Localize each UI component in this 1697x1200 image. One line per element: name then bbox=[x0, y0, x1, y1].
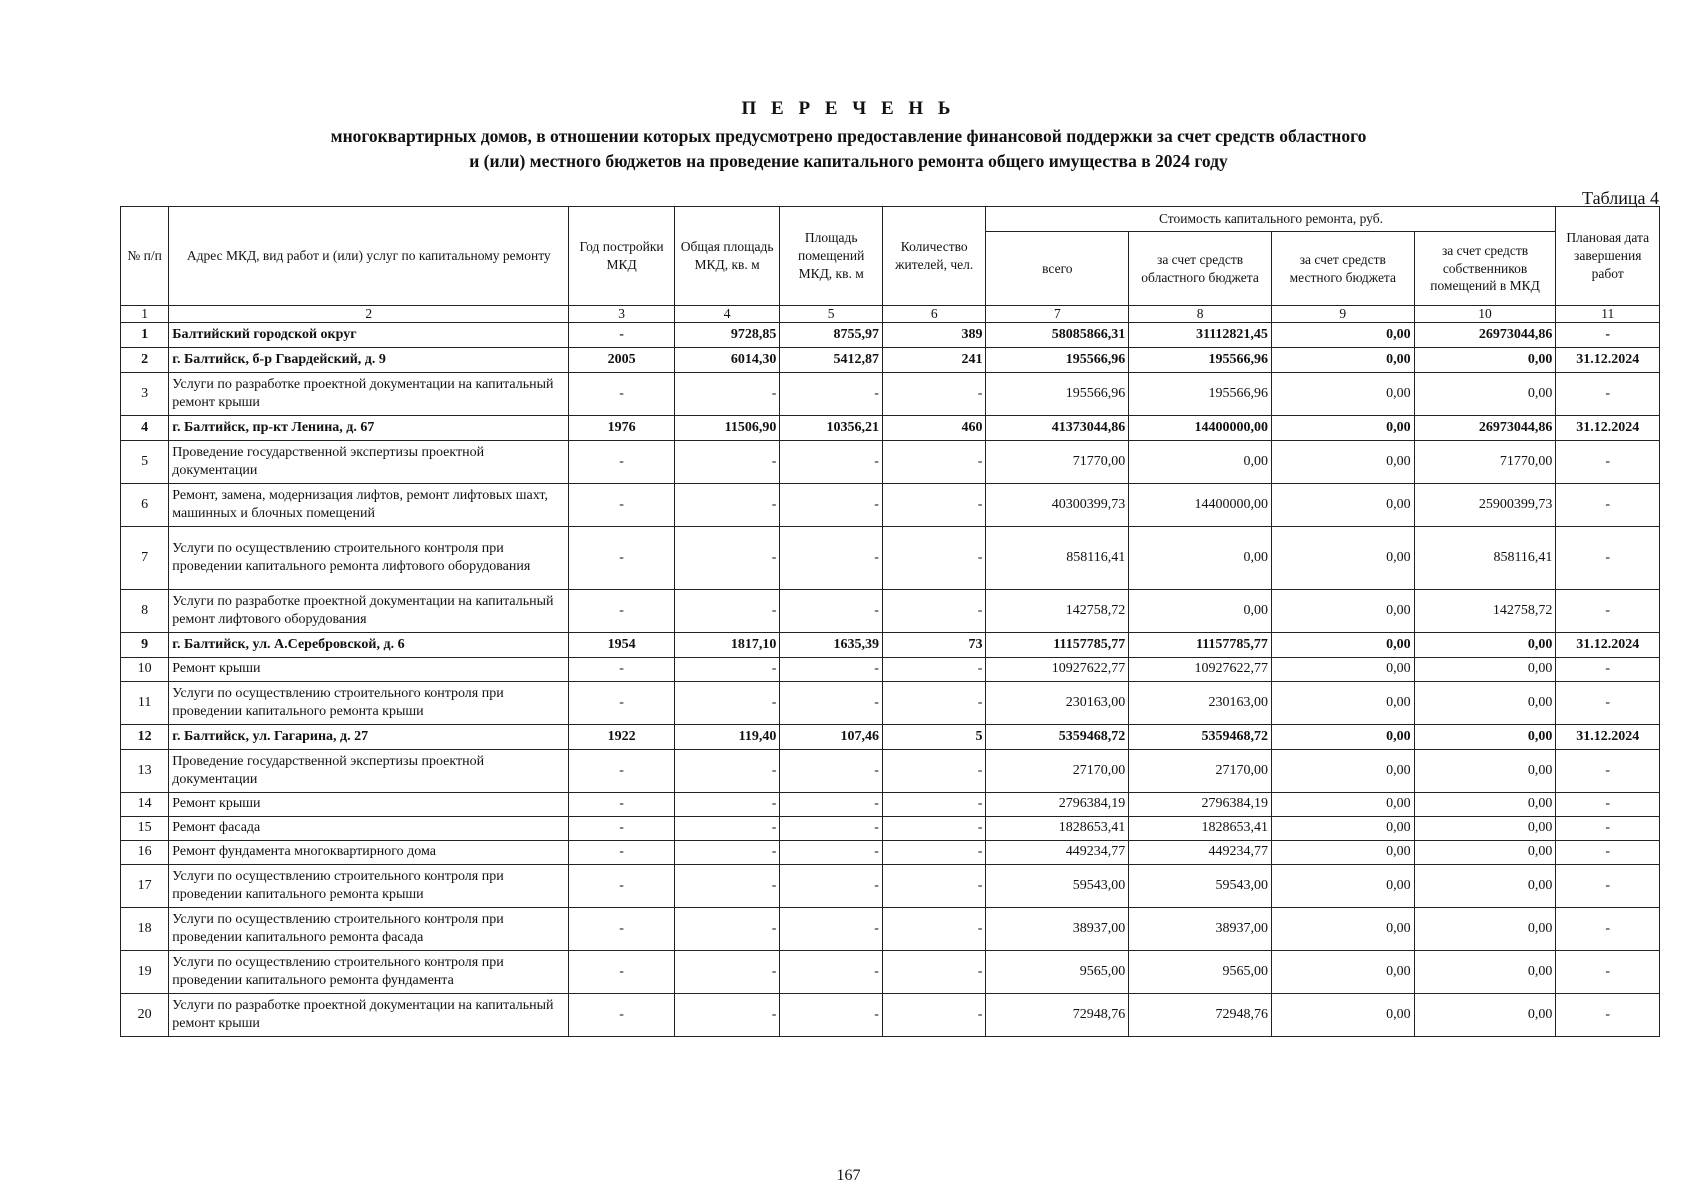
row-planned-date: - bbox=[1556, 682, 1660, 725]
row-year: - bbox=[569, 590, 675, 633]
table-body bbox=[121, 323, 1660, 1037]
header-num: № п/п bbox=[121, 207, 169, 306]
row-residents: - bbox=[882, 484, 986, 527]
row-year: - bbox=[569, 373, 675, 416]
row-residents: - bbox=[882, 817, 986, 841]
header-address: Адрес МКД, вид работ и (или) услуг по капитальному ремонту bbox=[169, 207, 569, 306]
row-cost-local: 0,00 bbox=[1271, 841, 1414, 865]
row-total-area: - bbox=[674, 817, 780, 841]
row-cost-total: 1828653,41 bbox=[986, 817, 1129, 841]
row-cost-total: 72948,76 bbox=[986, 994, 1129, 1037]
row-total-area: - bbox=[674, 373, 780, 416]
column-index: 5 bbox=[780, 306, 883, 323]
row-planned-date: - bbox=[1556, 590, 1660, 633]
row-premises-area: - bbox=[780, 865, 883, 908]
row-cost-local: 0,00 bbox=[1271, 817, 1414, 841]
row-premises-area: - bbox=[780, 484, 883, 527]
row-cost-owners: 0,00 bbox=[1414, 725, 1556, 750]
row-cost-total: 449234,77 bbox=[986, 841, 1129, 865]
row-premises-area: 8755,97 bbox=[780, 323, 883, 348]
row-cost-local: 0,00 bbox=[1271, 484, 1414, 527]
row-residents: - bbox=[882, 441, 986, 484]
row-cost-regional: 0,00 bbox=[1129, 590, 1272, 633]
header-planned-date: Плановая дата завершения работ bbox=[1556, 207, 1660, 306]
table-row bbox=[121, 484, 1660, 527]
row-premises-area: 10356,21 bbox=[780, 416, 883, 441]
row-premises-area: - bbox=[780, 527, 883, 590]
row-cost-owners: 0,00 bbox=[1414, 865, 1556, 908]
row-cost-total: 58085866,31 bbox=[986, 323, 1129, 348]
row-cost-regional: 0,00 bbox=[1129, 441, 1272, 484]
document-title: П Е Р Е Ч Е Н Ь bbox=[741, 98, 956, 119]
table-row bbox=[121, 373, 1660, 416]
row-cost-owners: 0,00 bbox=[1414, 750, 1556, 793]
table-row bbox=[121, 441, 1660, 484]
row-cost-owners: 858116,41 bbox=[1414, 527, 1556, 590]
row-cost-owners: 0,00 bbox=[1414, 817, 1556, 841]
row-cost-local: 0,00 bbox=[1271, 323, 1414, 348]
row-premises-area: 107,46 bbox=[780, 725, 883, 750]
header-year: Год постройки МКД bbox=[569, 207, 675, 306]
row-name: Ремонт фундамента многоквартирного дома bbox=[169, 841, 569, 865]
row-name: Услуги по осуществлению строительного контроля при проведении капитального ремонта крыши bbox=[169, 865, 569, 908]
row-cost-total: 142758,72 bbox=[986, 590, 1129, 633]
table-row bbox=[121, 908, 1660, 951]
row-name: Балтийский городской округ bbox=[169, 323, 569, 348]
row-cost-total: 195566,96 bbox=[986, 373, 1129, 416]
row-cost-regional: 230163,00 bbox=[1129, 682, 1272, 725]
row-cost-regional: 9565,00 bbox=[1129, 951, 1272, 994]
row-year: - bbox=[569, 994, 675, 1037]
row-residents: - bbox=[882, 994, 986, 1037]
row-total-area: - bbox=[674, 658, 780, 682]
row-cost-total: 38937,00 bbox=[986, 908, 1129, 951]
row-total-area: - bbox=[674, 793, 780, 817]
document-subtitle-line2: и (или) местного бюджетов на проведение капитального ремонта общего имущества в 2024 году bbox=[469, 151, 1228, 171]
row-residents: - bbox=[882, 750, 986, 793]
row-cost-local: 0,00 bbox=[1271, 994, 1414, 1037]
row-year: - bbox=[569, 817, 675, 841]
row-premises-area: - bbox=[780, 750, 883, 793]
table-row bbox=[121, 590, 1660, 633]
row-residents: - bbox=[882, 865, 986, 908]
row-residents: - bbox=[882, 527, 986, 590]
row-year: - bbox=[569, 951, 675, 994]
row-cost-total: 5359468,72 bbox=[986, 725, 1129, 750]
row-year: 2005 bbox=[569, 348, 675, 373]
row-premises-area: - bbox=[780, 841, 883, 865]
row-residents: - bbox=[882, 908, 986, 951]
row-premises-area: - bbox=[780, 441, 883, 484]
row-cost-total: 11157785,77 bbox=[986, 633, 1129, 658]
row-planned-date: - bbox=[1556, 994, 1660, 1037]
table-row-house bbox=[121, 633, 1660, 658]
column-index: 10 bbox=[1414, 306, 1556, 323]
row-total-area: - bbox=[674, 484, 780, 527]
row-residents: 5 bbox=[882, 725, 986, 750]
table-row bbox=[121, 994, 1660, 1037]
row-cost-owners: 0,00 bbox=[1414, 793, 1556, 817]
row-name: Ремонт фасада bbox=[169, 817, 569, 841]
row-number: 15 bbox=[121, 817, 169, 841]
row-year: - bbox=[569, 865, 675, 908]
row-cost-owners: 0,00 bbox=[1414, 373, 1556, 416]
row-residents: 73 bbox=[882, 633, 986, 658]
repair-list-table bbox=[120, 206, 1660, 1037]
row-year: - bbox=[569, 527, 675, 590]
row-cost-regional: 59543,00 bbox=[1129, 865, 1272, 908]
row-premises-area: - bbox=[780, 793, 883, 817]
row-planned-date: - bbox=[1556, 817, 1660, 841]
row-cost-owners: 0,00 bbox=[1414, 841, 1556, 865]
row-cost-regional: 11157785,77 bbox=[1129, 633, 1272, 658]
row-cost-local: 0,00 bbox=[1271, 951, 1414, 994]
table-row-house bbox=[121, 348, 1660, 373]
row-planned-date: - bbox=[1556, 484, 1660, 527]
row-cost-regional: 72948,76 bbox=[1129, 994, 1272, 1037]
row-premises-area: 1635,39 bbox=[780, 633, 883, 658]
row-residents: - bbox=[882, 793, 986, 817]
row-cost-total: 59543,00 bbox=[986, 865, 1129, 908]
row-residents: - bbox=[882, 658, 986, 682]
table-row bbox=[121, 817, 1660, 841]
row-name: Услуги по осуществлению строительного контроля при проведении капитального ремонта крыши bbox=[169, 682, 569, 725]
row-cost-local: 0,00 bbox=[1271, 865, 1414, 908]
row-cost-owners: 0,00 bbox=[1414, 682, 1556, 725]
row-cost-owners: 71770,00 bbox=[1414, 441, 1556, 484]
row-number: 3 bbox=[121, 373, 169, 416]
row-cost-local: 0,00 bbox=[1271, 682, 1414, 725]
row-total-area: 11506,90 bbox=[674, 416, 780, 441]
column-index: 9 bbox=[1271, 306, 1414, 323]
row-number: 13 bbox=[121, 750, 169, 793]
row-name: Услуги по разработке проектной документации на капитальный ремонт лифтового оборудования bbox=[169, 590, 569, 633]
row-number: 8 bbox=[121, 590, 169, 633]
row-cost-owners: 0,00 bbox=[1414, 994, 1556, 1037]
row-cost-local: 0,00 bbox=[1271, 633, 1414, 658]
row-residents: - bbox=[882, 951, 986, 994]
row-name: Услуги по осуществлению строительного контроля при проведении капитального ремонта фасада bbox=[169, 908, 569, 951]
row-cost-local: 0,00 bbox=[1271, 527, 1414, 590]
row-planned-date: - bbox=[1556, 750, 1660, 793]
row-planned-date: 31.12.2024 bbox=[1556, 348, 1660, 373]
row-name: Ремонт крыши bbox=[169, 658, 569, 682]
row-name: Услуги по осуществлению строительного контроля при проведении капитального ремонта фундамента bbox=[169, 951, 569, 994]
row-number: 14 bbox=[121, 793, 169, 817]
row-cost-local: 0,00 bbox=[1271, 373, 1414, 416]
row-year: - bbox=[569, 682, 675, 725]
row-residents: - bbox=[882, 682, 986, 725]
row-number: 18 bbox=[121, 908, 169, 951]
row-cost-regional: 2796384,19 bbox=[1129, 793, 1272, 817]
row-number: 2 bbox=[121, 348, 169, 373]
row-residents: 460 bbox=[882, 416, 986, 441]
row-number: 12 bbox=[121, 725, 169, 750]
row-cost-regional: 449234,77 bbox=[1129, 841, 1272, 865]
row-number: 5 bbox=[121, 441, 169, 484]
row-planned-date: - bbox=[1556, 441, 1660, 484]
table-row-house bbox=[121, 725, 1660, 750]
row-number: 17 bbox=[121, 865, 169, 908]
row-cost-local: 0,00 bbox=[1271, 908, 1414, 951]
table-row bbox=[121, 951, 1660, 994]
row-planned-date: - bbox=[1556, 841, 1660, 865]
row-premises-area: - bbox=[780, 951, 883, 994]
row-name: Услуги по разработке проектной документации на капитальный ремонт крыши bbox=[169, 994, 569, 1037]
column-index: 11 bbox=[1556, 306, 1660, 323]
row-cost-total: 10927622,77 bbox=[986, 658, 1129, 682]
row-cost-total: 9565,00 bbox=[986, 951, 1129, 994]
header-cost-total: всего bbox=[986, 232, 1129, 306]
row-residents: - bbox=[882, 590, 986, 633]
row-name: Услуги по разработке проектной документации на капитальный ремонт крыши bbox=[169, 373, 569, 416]
table-row bbox=[121, 793, 1660, 817]
row-total-area: - bbox=[674, 994, 780, 1037]
row-cost-regional: 195566,96 bbox=[1129, 348, 1272, 373]
row-cost-local: 0,00 bbox=[1271, 348, 1414, 373]
row-cost-regional: 195566,96 bbox=[1129, 373, 1272, 416]
row-premises-area: - bbox=[780, 590, 883, 633]
row-cost-total: 230163,00 bbox=[986, 682, 1129, 725]
row-cost-total: 40300399,73 bbox=[986, 484, 1129, 527]
row-cost-local: 0,00 bbox=[1271, 658, 1414, 682]
header-cost-local: за счет средств местного бюджета bbox=[1271, 232, 1414, 306]
row-total-area: 1817,10 bbox=[674, 633, 780, 658]
column-index: 2 bbox=[169, 306, 569, 323]
row-number: 9 bbox=[121, 633, 169, 658]
table-row bbox=[121, 750, 1660, 793]
row-total-area: - bbox=[674, 750, 780, 793]
row-cost-owners: 0,00 bbox=[1414, 658, 1556, 682]
row-residents: 389 bbox=[882, 323, 986, 348]
table-row bbox=[121, 527, 1660, 590]
row-total-area: - bbox=[674, 682, 780, 725]
row-year: - bbox=[569, 484, 675, 527]
row-number: 20 bbox=[121, 994, 169, 1037]
row-number: 11 bbox=[121, 682, 169, 725]
row-year: - bbox=[569, 750, 675, 793]
row-residents: - bbox=[882, 841, 986, 865]
row-name: г. Балтийск, ул. А.Серебровской, д. 6 bbox=[169, 633, 569, 658]
row-planned-date: - bbox=[1556, 793, 1660, 817]
row-cost-regional: 1828653,41 bbox=[1129, 817, 1272, 841]
row-number: 19 bbox=[121, 951, 169, 994]
document-subtitle-line1: многоквартирных домов, в отношении которых предусмотрено предоставление финансовой поддержки за счет средств областного bbox=[330, 126, 1367, 146]
header-total-area: Общая площадь МКД, кв. м bbox=[674, 207, 780, 306]
row-cost-owners: 0,00 bbox=[1414, 951, 1556, 994]
row-number: 16 bbox=[121, 841, 169, 865]
row-number: 4 bbox=[121, 416, 169, 441]
column-index: 4 bbox=[674, 306, 780, 323]
row-name: г. Балтийск, ул. Гагарина, д. 27 bbox=[169, 725, 569, 750]
row-year: - bbox=[569, 841, 675, 865]
header-index-row bbox=[121, 306, 1660, 323]
row-cost-owners: 26973044,86 bbox=[1414, 416, 1556, 441]
row-name: г. Балтийск, б-р Гвардейский, д. 9 bbox=[169, 348, 569, 373]
row-total-area: - bbox=[674, 527, 780, 590]
row-cost-local: 0,00 bbox=[1271, 441, 1414, 484]
row-cost-total: 41373044,86 bbox=[986, 416, 1129, 441]
row-planned-date: - bbox=[1556, 865, 1660, 908]
row-premises-area: 5412,87 bbox=[780, 348, 883, 373]
row-cost-total: 27170,00 bbox=[986, 750, 1129, 793]
row-premises-area: - bbox=[780, 658, 883, 682]
header-cost-group: Стоимость капитального ремонта, руб. bbox=[986, 207, 1556, 232]
column-index: 6 bbox=[882, 306, 986, 323]
row-planned-date: - bbox=[1556, 908, 1660, 951]
row-premises-area: - bbox=[780, 373, 883, 416]
row-year: - bbox=[569, 658, 675, 682]
row-residents: 241 bbox=[882, 348, 986, 373]
row-number: 7 bbox=[121, 527, 169, 590]
table-row bbox=[121, 658, 1660, 682]
row-cost-owners: 0,00 bbox=[1414, 908, 1556, 951]
row-premises-area: - bbox=[780, 908, 883, 951]
row-year: 1922 bbox=[569, 725, 675, 750]
row-number: 6 bbox=[121, 484, 169, 527]
row-planned-date: - bbox=[1556, 527, 1660, 590]
column-index: 3 bbox=[569, 306, 675, 323]
row-cost-total: 195566,96 bbox=[986, 348, 1129, 373]
row-planned-date: - bbox=[1556, 323, 1660, 348]
header-residents: Количество жителей, чел. bbox=[882, 207, 986, 306]
row-planned-date: - bbox=[1556, 373, 1660, 416]
table-row bbox=[121, 841, 1660, 865]
row-total-area: 119,40 bbox=[674, 725, 780, 750]
row-cost-total: 2796384,19 bbox=[986, 793, 1129, 817]
row-cost-total: 858116,41 bbox=[986, 527, 1129, 590]
row-name: Услуги по осуществлению строительного контроля при проведении капитального ремонта лифтового оборудования bbox=[169, 527, 569, 590]
row-planned-date: 31.12.2024 bbox=[1556, 725, 1660, 750]
row-total-area: - bbox=[674, 908, 780, 951]
row-cost-owners: 26973044,86 bbox=[1414, 323, 1556, 348]
row-premises-area: - bbox=[780, 817, 883, 841]
row-cost-owners: 0,00 bbox=[1414, 348, 1556, 373]
row-year: - bbox=[569, 793, 675, 817]
row-cost-owners: 142758,72 bbox=[1414, 590, 1556, 633]
table-row bbox=[121, 682, 1660, 725]
row-premises-area: - bbox=[780, 682, 883, 725]
table-header bbox=[121, 207, 1660, 323]
row-year: 1976 bbox=[569, 416, 675, 441]
row-year: 1954 bbox=[569, 633, 675, 658]
row-number: 10 bbox=[121, 658, 169, 682]
row-cost-total: 71770,00 bbox=[986, 441, 1129, 484]
row-cost-regional: 5359468,72 bbox=[1129, 725, 1272, 750]
table-number: Таблица 4 bbox=[1582, 188, 1659, 208]
column-index: 8 bbox=[1129, 306, 1272, 323]
table-row-house bbox=[121, 323, 1660, 348]
table-row-house bbox=[121, 416, 1660, 441]
row-total-area: 6014,30 bbox=[674, 348, 780, 373]
header-cost-owners: за счет средств собственников помещений в МКД bbox=[1414, 232, 1556, 306]
row-total-area: 9728,85 bbox=[674, 323, 780, 348]
row-cost-regional: 14400000,00 bbox=[1129, 416, 1272, 441]
row-cost-regional: 10927622,77 bbox=[1129, 658, 1272, 682]
row-cost-regional: 14400000,00 bbox=[1129, 484, 1272, 527]
row-number: 1 bbox=[121, 323, 169, 348]
row-planned-date: 31.12.2024 bbox=[1556, 633, 1660, 658]
row-cost-local: 0,00 bbox=[1271, 793, 1414, 817]
row-cost-local: 0,00 bbox=[1271, 416, 1414, 441]
row-planned-date: 31.12.2024 bbox=[1556, 416, 1660, 441]
row-cost-local: 0,00 bbox=[1271, 590, 1414, 633]
row-name: г. Балтийск, пр-кт Ленина, д. 67 bbox=[169, 416, 569, 441]
row-year: - bbox=[569, 323, 675, 348]
column-index: 1 bbox=[121, 306, 169, 323]
row-premises-area: - bbox=[780, 994, 883, 1037]
column-index: 7 bbox=[986, 306, 1129, 323]
row-name: Ремонт крыши bbox=[169, 793, 569, 817]
row-name: Проведение государственной экспертизы проектной документации bbox=[169, 750, 569, 793]
row-name: Ремонт, замена, модернизация лифтов, ремонт лифтовых шахт, машинных и блочных помещений bbox=[169, 484, 569, 527]
row-year: - bbox=[569, 441, 675, 484]
row-cost-regional: 0,00 bbox=[1129, 527, 1272, 590]
row-total-area: - bbox=[674, 441, 780, 484]
row-cost-owners: 25900399,73 bbox=[1414, 484, 1556, 527]
header-premises-area: Площадь помещений МКД, кв. м bbox=[780, 207, 883, 306]
row-cost-local: 0,00 bbox=[1271, 725, 1414, 750]
row-planned-date: - bbox=[1556, 658, 1660, 682]
row-total-area: - bbox=[674, 865, 780, 908]
row-cost-local: 0,00 bbox=[1271, 750, 1414, 793]
row-cost-regional: 27170,00 bbox=[1129, 750, 1272, 793]
row-cost-regional: 38937,00 bbox=[1129, 908, 1272, 951]
row-cost-owners: 0,00 bbox=[1414, 633, 1556, 658]
row-total-area: - bbox=[674, 841, 780, 865]
row-total-area: - bbox=[674, 590, 780, 633]
row-total-area: - bbox=[674, 951, 780, 994]
row-year: - bbox=[569, 908, 675, 951]
row-name: Проведение государственной экспертизы проектной документации bbox=[169, 441, 569, 484]
header-cost-regional: за счет средств областного бюджета bbox=[1129, 232, 1272, 306]
page-number: 167 bbox=[836, 1167, 861, 1184]
row-cost-regional: 31112821,45 bbox=[1129, 323, 1272, 348]
row-planned-date: - bbox=[1556, 951, 1660, 994]
row-residents: - bbox=[882, 373, 986, 416]
table-row bbox=[121, 865, 1660, 908]
